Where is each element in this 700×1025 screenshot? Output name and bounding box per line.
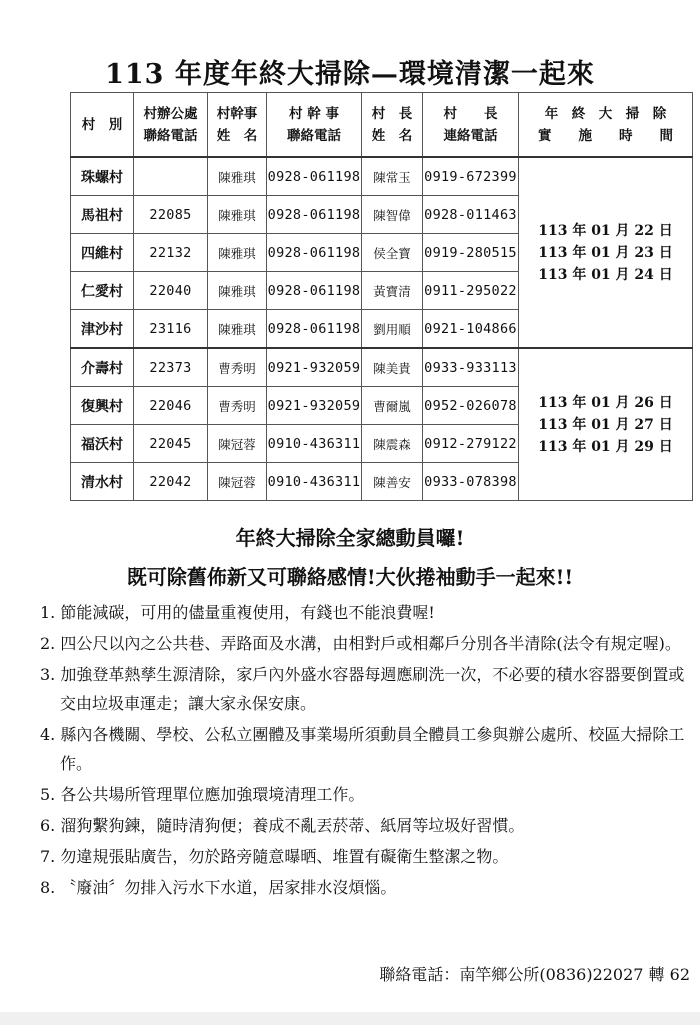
village-cell: 珠螺村 — [71, 157, 134, 196]
list-item: 4. 縣內各機關、學校、公私立團體及事業場所須動員全體員工參與辦公處所、校區大掃除工作。 — [40, 725, 685, 773]
office-phone-cell: 22042 — [134, 463, 208, 501]
list-item: 6. 溜狗繫狗鍊，隨時清狗便；養成不亂丟菸蒂、紙屑等垃圾好習慣。 — [40, 816, 525, 835]
rules-list — [40, 598, 696, 904]
office-phone-cell — [134, 157, 208, 196]
page-footer-band — [0, 1012, 700, 1025]
officer-phone-cell: 0928-061198 — [267, 310, 362, 349]
chief-name-cell: 陳智偉 — [362, 196, 423, 234]
chief-name-cell: 曹爾嵐 — [362, 387, 423, 425]
chief-phone-cell: 0933-078398 — [423, 463, 519, 501]
contact-info: 聯絡電話：南竿鄉公所(0836)22027 轉 62 — [379, 965, 690, 984]
chief-phone-cell: 0912-279122 — [423, 425, 519, 463]
officer-phone-cell: 0928-061198 — [267, 234, 362, 272]
slogan-line-1: 年終大掃除全家總動員囉! — [235, 526, 465, 550]
chief-name-cell: 劉用順 — [362, 310, 423, 349]
office-phone-cell: 22085 — [134, 196, 208, 234]
officer-name-cell: 陳雅琪 — [208, 272, 267, 310]
village-cell: 津沙村 — [71, 310, 134, 349]
chief-name-cell: 黃寶清 — [362, 272, 423, 310]
page-title: 113 年度年終大掃除—環境清潔一起來 — [105, 59, 595, 90]
chief-phone-cell: 0952-026078 — [423, 387, 519, 425]
officer-name-cell: 陳雅琪 — [208, 157, 267, 196]
officer-name-cell: 陳雅琪 — [208, 196, 267, 234]
list-item: 2. 四公尺以內之公共巷、弄路面及水溝，由相對戶或相鄰戶分別各半清除(法令有規定喔)。 — [40, 634, 681, 653]
officer-phone-cell: 0928-061198 — [267, 272, 362, 310]
village-cell: 介壽村 — [71, 348, 134, 387]
officer-phone-cell: 0928-061198 — [267, 196, 362, 234]
table-row — [71, 157, 693, 196]
officer-name-cell: 陳雅琪 — [208, 310, 267, 349]
list-item: 5. 各公共場所管理單位應加強環境清理工作。 — [40, 785, 365, 804]
office-phone-cell: 22045 — [134, 425, 208, 463]
office-phone-cell: 22046 — [134, 387, 208, 425]
officer-name-cell: 陳冠蓉 — [208, 463, 267, 501]
officer-phone-cell: 0910-436311 — [267, 425, 362, 463]
list-item: 3. 加強登革熱孳生源清除，家戶內外盛水容器每週應刷洗一次，不必要的積水容器要倒置或交由垃圾車運走；讓大家永保安康。 — [40, 665, 685, 713]
table-header-row — [71, 93, 693, 158]
officer-name-cell: 陳雅琪 — [208, 234, 267, 272]
header-chief-name: 村 長 姓 名 — [362, 93, 423, 158]
list-item: 1. 節能減碳，可用的儘量重複使用，有錢也不能浪費喔! — [40, 603, 435, 622]
header-period: 年 終 大 掃 除 實 施 時 間 — [519, 93, 693, 158]
village-cell: 四維村 — [71, 234, 134, 272]
chief-phone-cell: 0919-280515 — [423, 234, 519, 272]
period-group-1: 113 年 01 月 22 日 113 年 01 月 23 日 113 年 01 月 24 日 — [519, 157, 693, 348]
list-item: 8. 〝廢油〞勿排入污水下水道，居家排水沒煩惱。 — [40, 878, 397, 897]
period-group-2: 113 年 01 月 26 日 113 年 01 月 27 日 113 年 01 月 29 日 — [519, 348, 693, 501]
office-phone-cell: 23116 — [134, 310, 208, 349]
chief-phone-cell: 0921-104866 — [423, 310, 519, 349]
schedule-table — [70, 92, 693, 501]
village-cell: 馬祖村 — [71, 196, 134, 234]
list-item: 7. 勿違規張貼廣告，勿於路旁隨意曝晒、堆置有礙衛生整潔之物。 — [40, 847, 509, 866]
header-officer-name: 村幹事 姓 名 — [208, 93, 267, 158]
officer-name-cell: 曹秀明 — [208, 387, 267, 425]
officer-name-cell: 曹秀明 — [208, 348, 267, 387]
village-cell: 福沃村 — [71, 425, 134, 463]
chief-name-cell: 陳美貴 — [362, 348, 423, 387]
slogan-line-2: 既可除舊佈新又可聯絡感情!大伙捲袖動手一起來!! — [126, 565, 574, 589]
header-chief-phone: 村 長 連絡電話 — [423, 93, 519, 158]
chief-phone-cell: 0933-933113 — [423, 348, 519, 387]
chief-phone-cell: 0911-295022 — [423, 272, 519, 310]
header-office-phone: 村辦公處 聯絡電話 — [134, 93, 208, 158]
chief-name-cell: 陳常玉 — [362, 157, 423, 196]
village-cell: 清水村 — [71, 463, 134, 501]
village-cell: 仁愛村 — [71, 272, 134, 310]
table-row — [71, 348, 693, 387]
chief-name-cell: 侯全寶 — [362, 234, 423, 272]
office-phone-cell: 22132 — [134, 234, 208, 272]
officer-phone-cell: 0921-932059 — [267, 387, 362, 425]
officer-phone-cell: 0910-436311 — [267, 463, 362, 501]
officer-phone-cell: 0928-061198 — [267, 157, 362, 196]
officer-name-cell: 陳冠蓉 — [208, 425, 267, 463]
chief-name-cell: 陳震森 — [362, 425, 423, 463]
village-cell: 復興村 — [71, 387, 134, 425]
officer-phone-cell: 0921-932059 — [267, 348, 362, 387]
office-phone-cell: 22373 — [134, 348, 208, 387]
header-officer-phone: 村 幹 事 聯絡電話 — [267, 93, 362, 158]
chief-name-cell: 陳善安 — [362, 463, 423, 501]
chief-phone-cell: 0919-672399 — [423, 157, 519, 196]
header-village: 村 別 — [71, 93, 134, 158]
office-phone-cell: 22040 — [134, 272, 208, 310]
chief-phone-cell: 0928-011463 — [423, 196, 519, 234]
